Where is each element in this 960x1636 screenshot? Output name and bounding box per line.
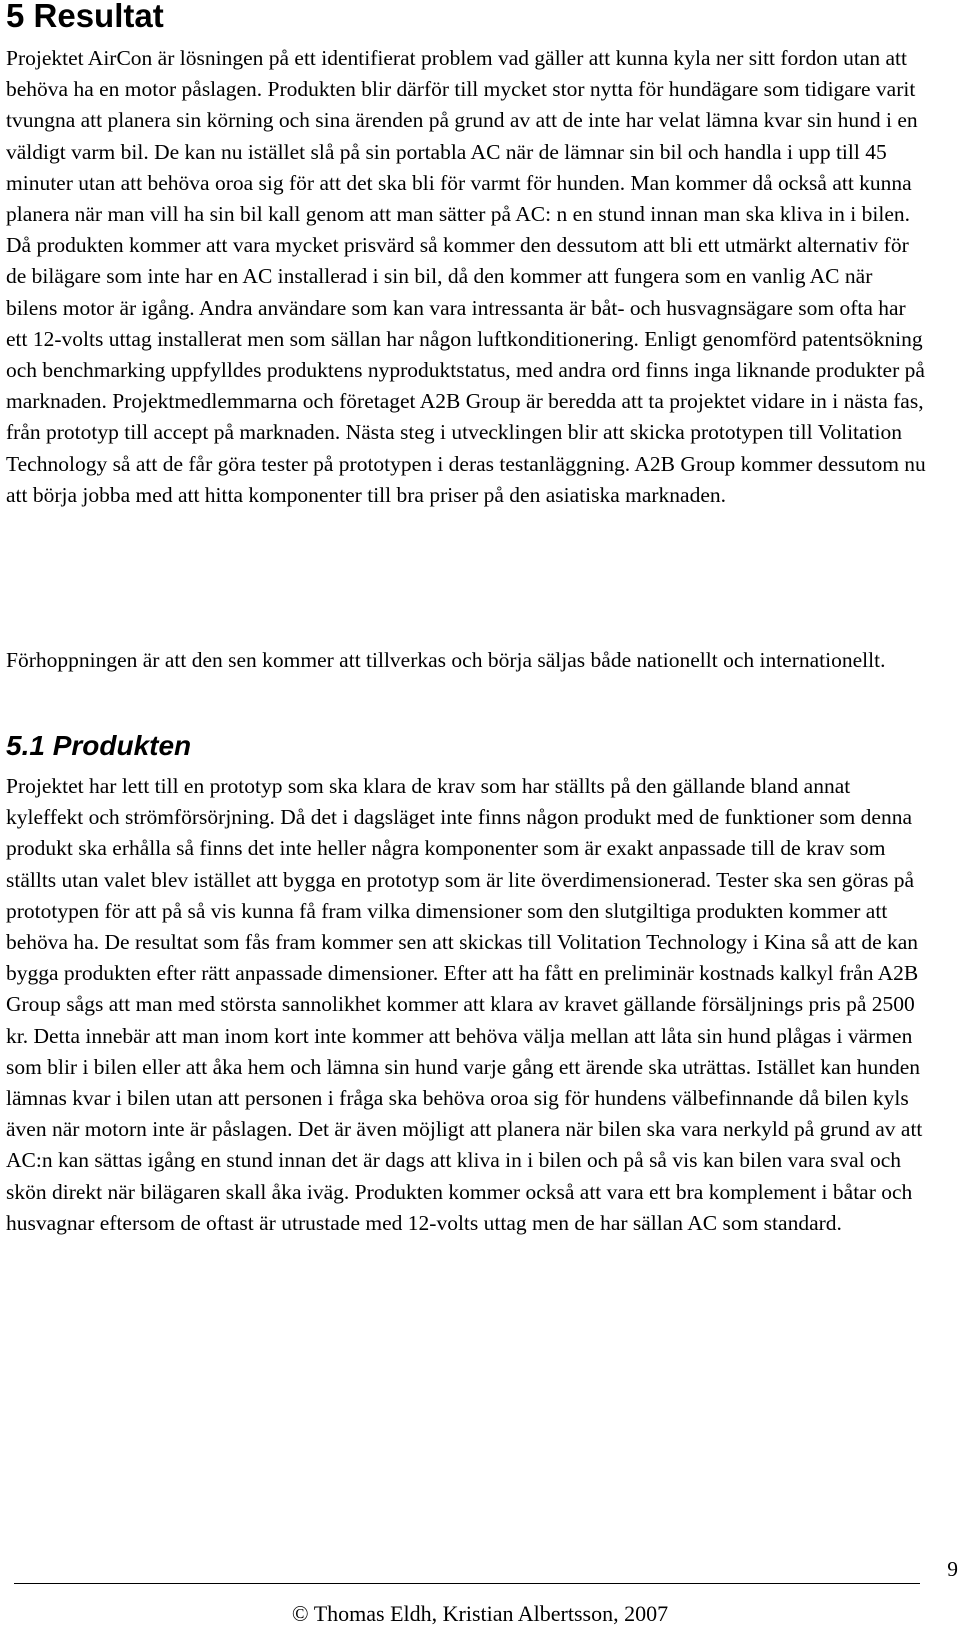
section-heading: 5 Resultat (6, 0, 164, 34)
footer-divider (14, 1583, 920, 1584)
subsection-heading: 5.1 Produkten (6, 730, 192, 761)
page-number: 9 (947, 1557, 958, 1581)
footer-copyright: © Thomas Eldh, Kristian Albertsson, 2007 (291, 1601, 669, 1626)
section-paragraph-2: Förhoppningen är att den sen kommer att tillverkas och börja säljas både nationellt och internationellt. (6, 648, 886, 672)
section-paragraph-1: Projektet AirCon är lösningen på ett identifierat problem vad gäller att kunna kyla ner sitt fordon utan att behöva ha en motor påslagen. Produkten blir därför till mycket stor nytta för hundägare som tidigare varit tvungna att planera sin körning och sina ärenden på grund av att de inte har velat lämna kvar sin hund i en väldigt varm bil. De kan nu istället slå på sin portabla AC när de lämnar sin bil och handla i upp till 45 minuter utan att behöva oroa sig för att det ska bli för varmt för hunden. Man kommer då också att kunna planera när man vill ha sin bil kall genom att man sätter på AC: n en stund innan man ska kliva in i bilen. Då produkten kommer att vara mycket prisvärd så kommer den dessutom att bli ett utmärkt alternativ för de bilägare som inte har en AC installerad i sin bil, då den kommer att fungera som en vanlig AC när bilens motor är igång. Andra användare som kan vara intressanta är båt- och husvagnsägare som ofta har ett 12-volts uttag installerat men som sällan har någon luftkonditionering. Enligt genomförd patentsökning och benchmarking uppfylldes produktens nyproduktstatus, med andra ord finns inga liknande produkter på marknaden. Projektmedlemmarna och företaget A2B Group är beredda att ta projektet vidare in i nästa fas, från prototyp till accept på marknaden. Nästa steg i utvecklingen blir att skicka prototypen till Volitation Technology så att de får göra tester på prototypen i deras testanläggning. A2B Group kommer dessutom nu att börja jobba med att hitta komponenter till bra priser på den asiatiska marknaden. (6, 46, 926, 507)
subsection-paragraph: Projektet har lett till en prototyp som ska klara de krav som har ställts på den gällande bland annat kyleffekt och strömförsörjning. Då det i dagsläget inte finns någon produkt med de funktioner som denna produkt ska erhålla så finns det inte heller några komponenter som är exakt anpassade till de krav som ställts utan valet blev istället att bygga en prototyp som är lite överdimensionerad. Tester ska sen göras på prototypen för att på så vis kunna få fram vilka dimensioner som den slutgiltiga produkten kommer att behöva ha. De resultat som fås fram kommer sen att skickas till Volitation Technology i Kina så att de kan bygga produkten efter rätt anpassade dimensioner. Efter att ha fått en preliminär kostnads kalkyl från A2B Group sågs att man med största sannolikhet kommer att klara av kravet gällande försäljnings pris på 2500 kr. Detta innebär att man inom kort inte kommer att behöva välja mellan att låta sin hund plågas i värmen som blir i bilen eller att åka hem och lämna sin hund varje gång ett ärende ska uträttas. Istället kan hunden lämnas kvar i bilen utan att personen i fråga ska behöva oroa sig för hundens välbefinnande då bilen kyls även när motorn inte är påslagen. Det är även möjligt att planera när bilen ska vara nerkyld på grund av att AC:n kan sättas igång en stund innan det är dags att kliva in i bilen och på så vis kan bilen vara sval och skön direkt när bilägaren skall åka iväg. Produkten kommer också att vara ett bra komplement i båtar och husvagnar eftersom de oftast är utrustade med 12-volts uttag men de har sällan AC som standard. (6, 774, 923, 1235)
